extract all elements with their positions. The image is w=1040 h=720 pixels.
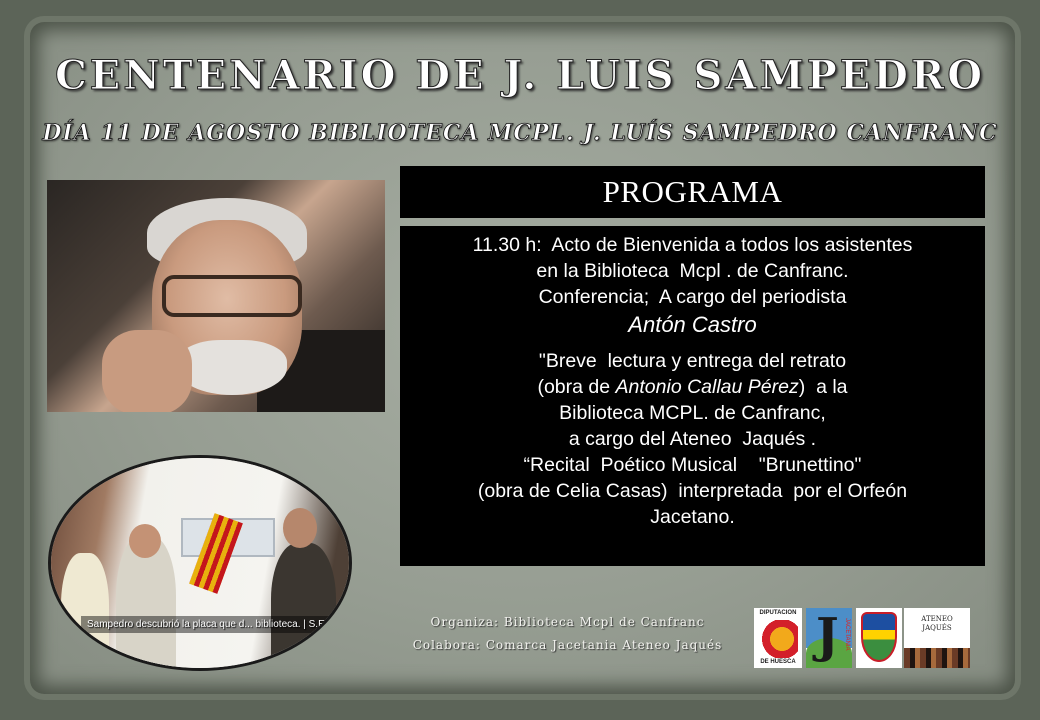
photo-caption: Sampedro descubrió la placa que d... biblioteca. | S.E. [81, 616, 341, 633]
program-line: (obra de Antonio Callau Pérez) a la [537, 376, 848, 398]
program-line: “Recital Poético Musical "Brunettino" [523, 454, 862, 476]
program-line: Conferencia; A cargo del periodista [538, 286, 847, 308]
program-line: 11.30 h: Acto de Bienvenida a todos los asistentes [472, 234, 913, 256]
ateneo-jaques-logo: ATENEO JAQUÉS [904, 608, 970, 668]
program-heading: PROGRAMA [400, 166, 985, 218]
program-line: Biblioteca MCPL. de Canfranc, [559, 402, 826, 424]
program-line: Jacetano. [650, 506, 735, 528]
comarca-jacetania-logo: J JACETANIA [806, 608, 852, 668]
program-line: a cargo del Ateneo Jaqués . [568, 428, 817, 450]
canfranc-shield-logo [856, 608, 902, 668]
poster-title: CENTENARIO DE J. LUIS SAMPEDRO [54, 52, 986, 99]
portrait-photo [47, 180, 385, 412]
speaker-name: Antón Castro [628, 312, 757, 337]
artist-name: Antonio Callau Pérez [615, 376, 799, 398]
program-line: en la Biblioteca Mcpl . de Canfranc. [536, 260, 849, 282]
program-line: "Breve lectura y entrega del retrato [538, 350, 847, 372]
credits [390, 611, 745, 657]
poster-subtitle: DÍA 11 DE AGOSTO BIBLIOTECA MCPL. J. LUÍS SAMPEDRO CANFRANC [42, 120, 998, 146]
diputacion-huesca-logo: DIPUTACION DE HUESCA [754, 608, 802, 668]
collaborator-text: Colabora: Comarca Jacetania Ateneo Jaqués [412, 638, 723, 652]
organizer-text: Organiza: Biblioteca Mcpl de Canfranc [430, 615, 705, 629]
plaque-event-photo [51, 458, 349, 668]
program-line: (obra de Celia Casas) interpretada por el Orfeón [477, 480, 908, 502]
program-body [400, 226, 985, 566]
